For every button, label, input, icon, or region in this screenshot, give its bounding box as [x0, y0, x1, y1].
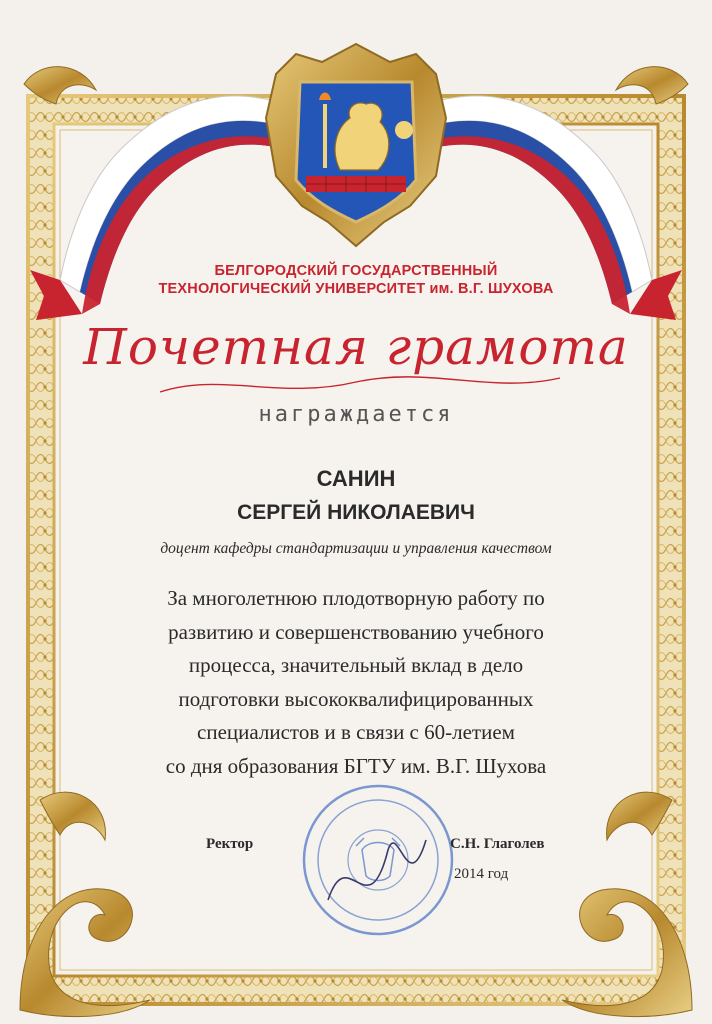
recipient-surname: САНИН	[316, 466, 396, 491]
award-reason	[0, 582, 712, 783]
reason-line: процесса, значительный вклад в дело	[188, 653, 524, 677]
official-seal-icon	[298, 780, 458, 940]
awarded-label: награждается	[258, 402, 454, 427]
reason-line: со дня образования БГТУ им. В.Г. Шухова	[165, 753, 547, 778]
signature-icon	[328, 840, 426, 900]
reason-line: подготовки высококвалифицированных	[178, 686, 534, 711]
certificate-title: Почетная грамота	[83, 318, 629, 376]
signatory-title: Ректор	[206, 836, 254, 852]
recipient-given-names: СЕРГЕЙ НИКОЛАЕВИЧ	[237, 501, 475, 524]
university-line-1: БЕЛГОРОДСКИЙ ГОСУДАРСТВЕННЫЙ	[214, 263, 498, 279]
recipient-position: доцент кафедры стандартизации и управления качеством	[160, 540, 552, 557]
reason-line: За многолетнюю плодотворную работу по	[167, 586, 545, 610]
certificate-year: 2014 год	[454, 866, 509, 882]
reason-line: специалистов и в связи с 60-летием	[197, 720, 515, 744]
university-name	[0, 262, 712, 298]
reason-line: развитию и совершенствованию учебного	[168, 619, 544, 644]
signatory-name: С.Н. Глаголев	[450, 836, 545, 852]
university-line-2: ТЕХНОЛОГИЧЕСКИЙ УНИВЕРСИТЕТ им. В.Г. ШУХОВА	[158, 281, 554, 297]
